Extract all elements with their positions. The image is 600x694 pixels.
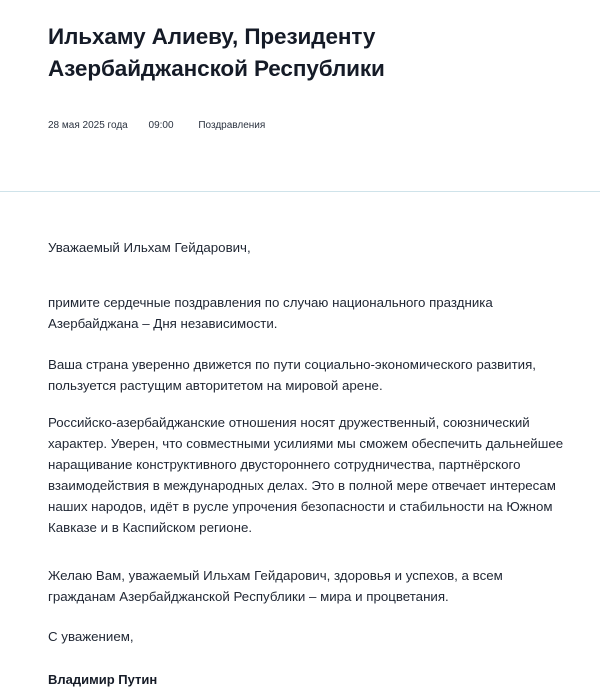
letter-paragraph: Ваша страна уверенно движется по пути социально-экономического развития, пользуется растущим авторитетом на мировой арене. [48, 357, 536, 393]
letter-greeting: Уважаемый Ильхам Гейдарович, [48, 240, 251, 255]
article-header [0, 0, 600, 192]
letter-signature: Владимир Путин [48, 672, 158, 687]
letter-paragraph: Желаю Вам, уважаемый Ильхам Гейдарович, здоровья и успехов, а всем гражданам Азербайджанской Республики – мира и процветания. [48, 568, 503, 604]
article-meta [48, 119, 265, 133]
letter-paragraph: примите сердечные поздравления по случаю национального праздника Азербайджана – Дня независимости. [48, 295, 493, 331]
page-title: Ильхаму Алиеву, Президенту Азербайджанской Республики [48, 24, 385, 81]
category-link[interactable]: Поздравления [198, 120, 266, 131]
publish-time: 09:00 [148, 120, 174, 131]
letter-paragraph: Российско-азербайджанские отношения носят дружественный, союзнический характер. Уверен, что совместными усилиями мы сможем обеспечить дальнейшее наращивание конструктивного двустороннего сотрудничества, партнёрского взаимодействия в международных делах. Это в полной мере отвечает интересам наших народов, идёт в русле упрочения безопасности и стабильности на Южном Кавказе и в Каспийском регионе. [48, 415, 564, 535]
publish-date: 28 мая 2025 года [48, 120, 128, 131]
letter-closing: С уважением, [48, 629, 134, 644]
